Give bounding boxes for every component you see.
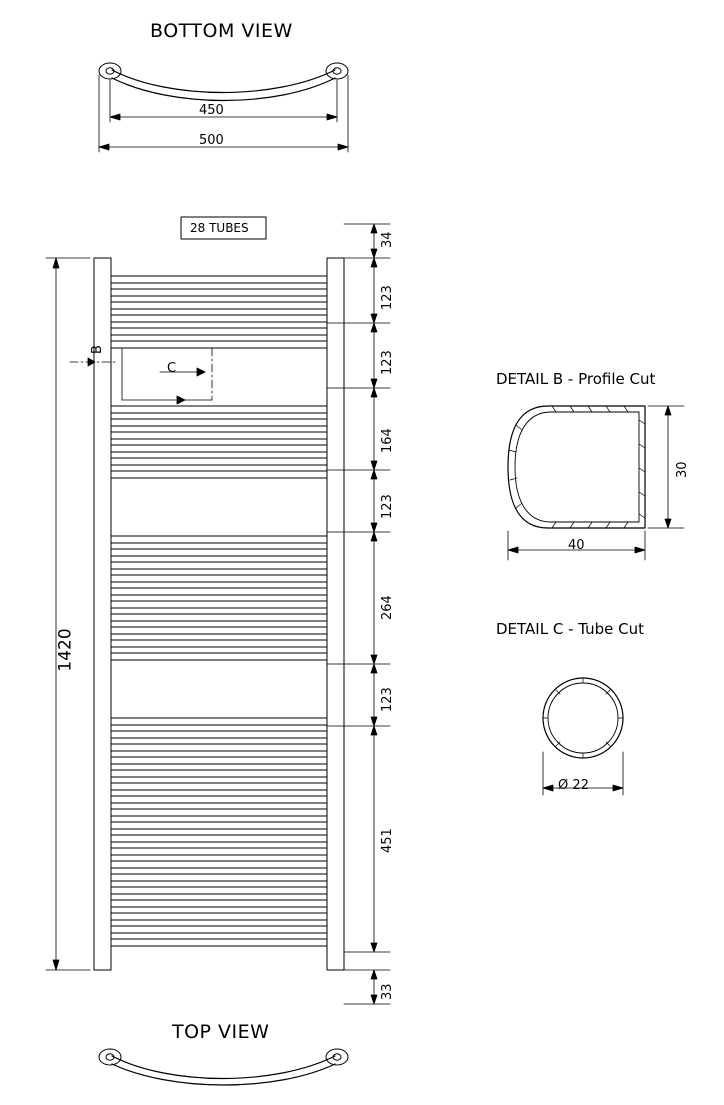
overall-height-label: 1420 bbox=[55, 628, 76, 672]
top-view-title: TOP VIEW bbox=[172, 1021, 270, 1043]
segment-dim-6: 264 bbox=[380, 595, 395, 620]
tube-count-label: 28 TUBES bbox=[190, 221, 249, 235]
segment-dim-1: 34 bbox=[380, 231, 395, 248]
segment-dim-3: 123 bbox=[380, 350, 395, 375]
callout-c-label: C bbox=[167, 361, 177, 376]
detail-c-title: DETAIL C - Tube Cut bbox=[496, 620, 645, 638]
detail-c-geometry bbox=[543, 678, 623, 758]
top-view-geometry bbox=[99, 1049, 348, 1085]
detail-b-title: DETAIL B - Profile Cut bbox=[496, 370, 656, 388]
segment-dim-2: 123 bbox=[380, 285, 395, 310]
bottom-view-dim-450-label: 450 bbox=[199, 103, 224, 118]
segment-dim-7: 123 bbox=[380, 687, 395, 712]
detail-b-geometry bbox=[508, 406, 645, 528]
segment-dim-4: 164 bbox=[380, 428, 395, 453]
front-view-geometry bbox=[94, 258, 344, 970]
detail-b-height-label: 30 bbox=[675, 461, 690, 478]
front-view-dim-1420 bbox=[46, 258, 90, 970]
detail-c-diameter-label: Ø 22 bbox=[558, 778, 589, 793]
callout-c-leader bbox=[122, 348, 212, 404]
bottom-view-geometry bbox=[99, 63, 348, 101]
detail-b-width-label: 40 bbox=[568, 538, 585, 553]
segment-dim-9: 33 bbox=[380, 983, 395, 1000]
detail-b-dims bbox=[508, 406, 684, 560]
bottom-view-dim-500-label: 500 bbox=[199, 133, 224, 148]
bottom-view-title: BOTTOM VIEW bbox=[150, 20, 293, 42]
segment-dim-5: 123 bbox=[380, 494, 395, 519]
callout-b-label: B bbox=[90, 345, 105, 354]
segment-dim-8: 451 bbox=[380, 828, 395, 853]
